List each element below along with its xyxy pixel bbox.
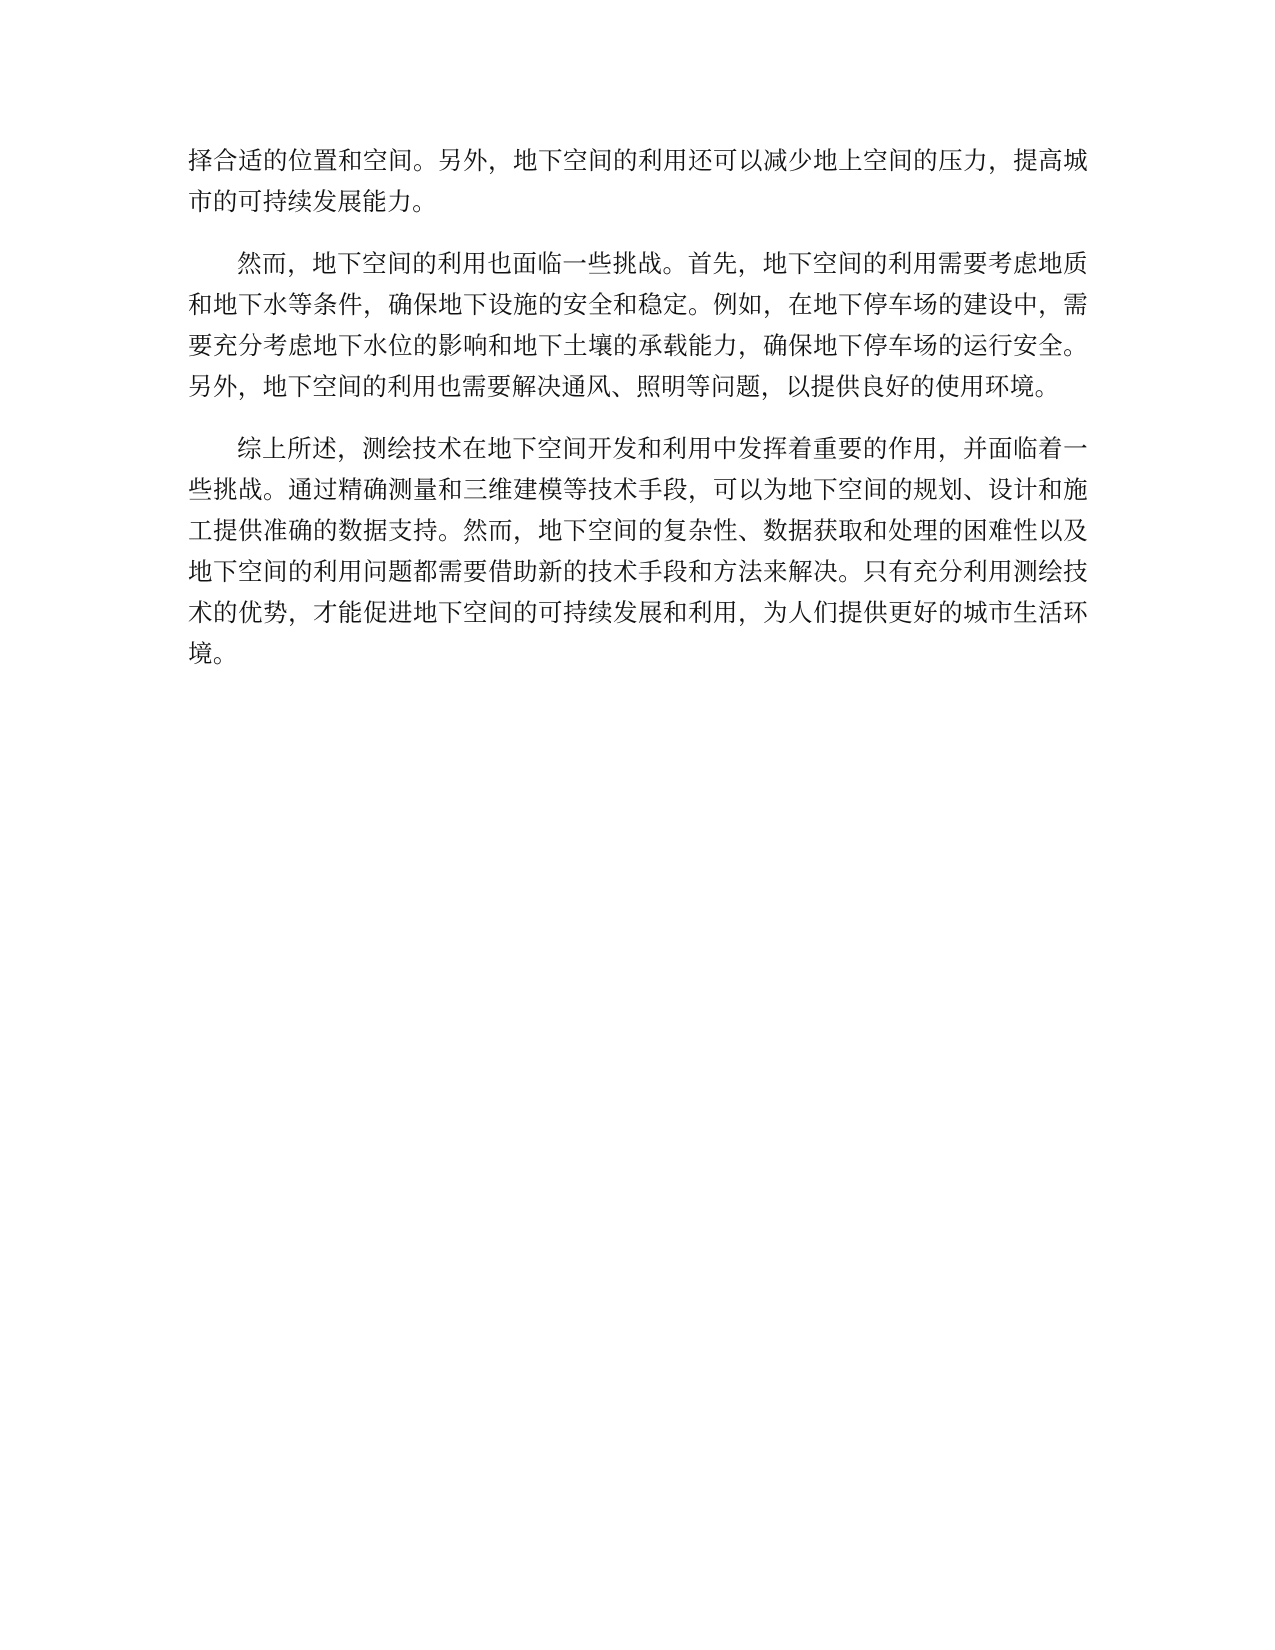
paragraph-continued: 择合适的位置和空间。另外，地下空间的利用还可以减少地上空间的压力，提高城市的可持续发展能力。 xyxy=(188,146,1088,216)
paragraph-challenges: 然而，地下空间的利用也面临一些挑战。首先，地下空间的利用需要考虑地质和地下水等条件，确保地下设施的安全和稳定。例如，在地下停车场的建设中，需要充分考虑地下水位的影响和地下土壤的承载能力，确保地下停车场的运行安全。另外，地下空间的利用也需要解决通风、照明等问题，以提供良好的使用环境。 xyxy=(188,249,1088,401)
paragraph-conclusion: 综上所述，测绘技术在地下空间开发和利用中发挥着重要的作用，并面临着一些挑战。通过精确测量和三维建模等技术手段，可以为地下空间的规划、设计和施工提供准确的数据支持。然而，地下空间的复杂性、数据获取和处理的困难性以及地下空间的利用问题都需要借助新的技术手段和方法来解决。只有充分利用测绘技术的优势，才能促进地下空间的可持续发展和利用，为人们提供更好的城市生活环境。 xyxy=(188,434,1088,668)
document-body xyxy=(188,140,1088,695)
